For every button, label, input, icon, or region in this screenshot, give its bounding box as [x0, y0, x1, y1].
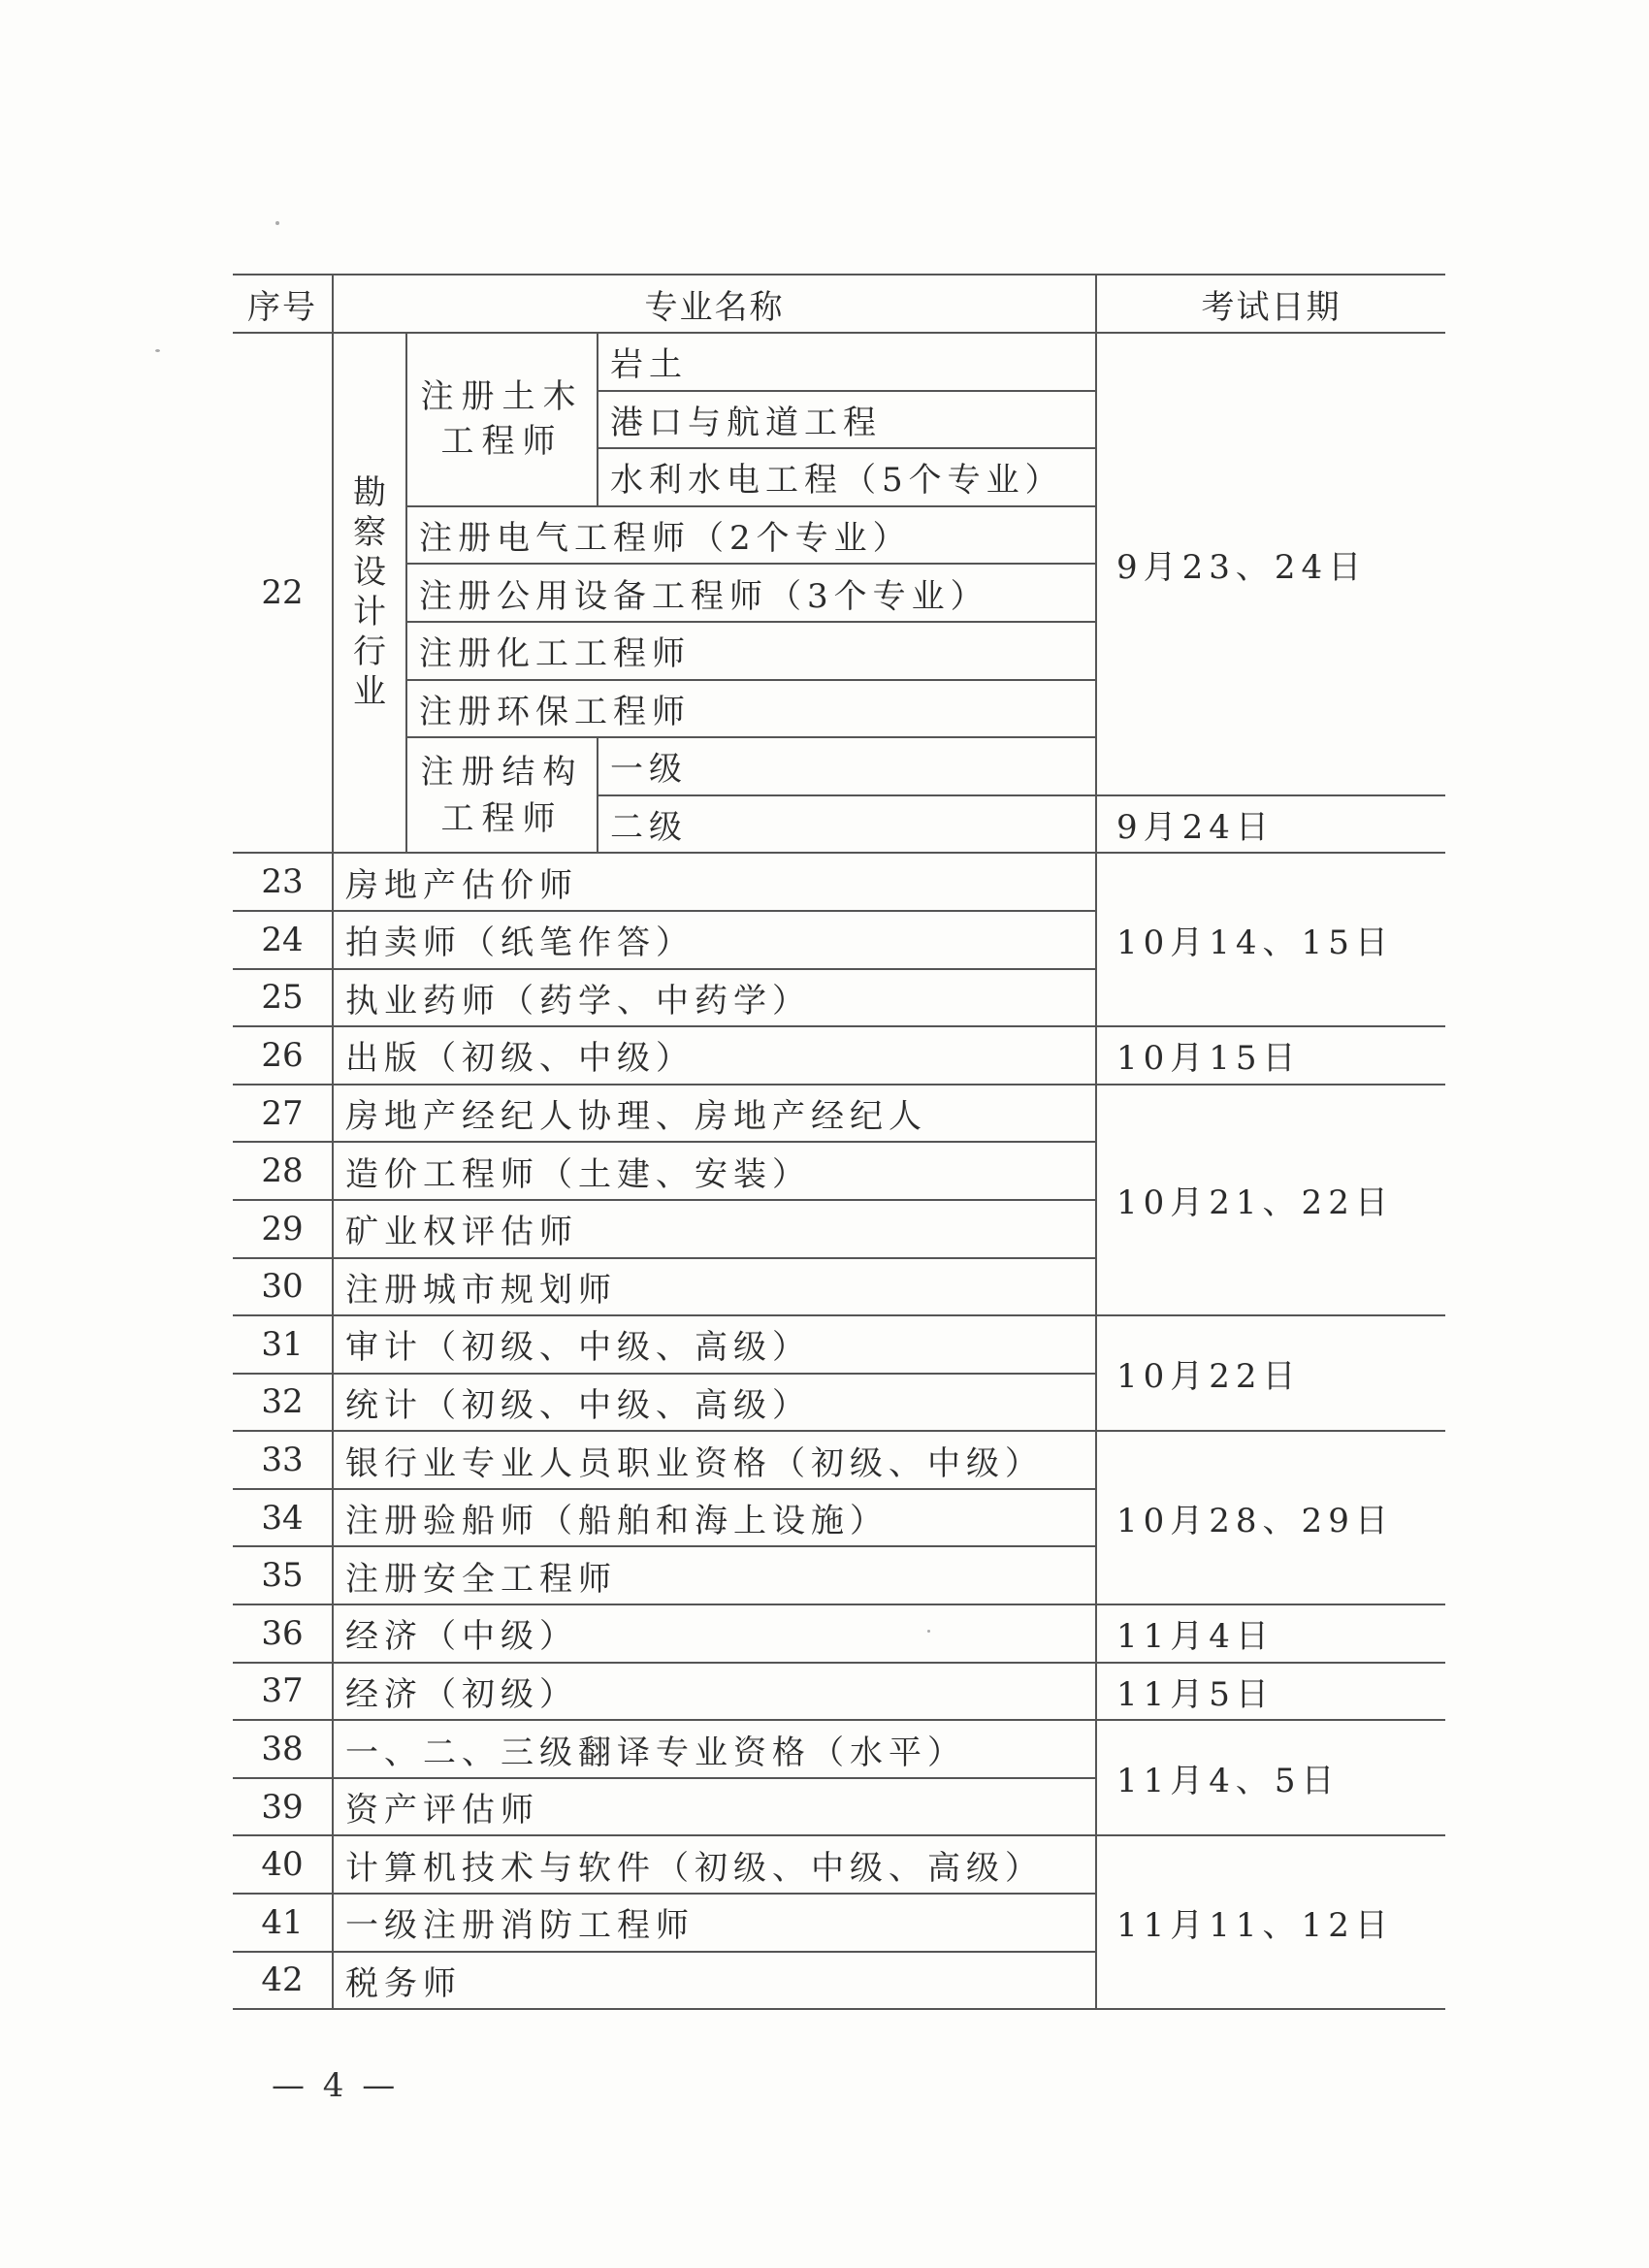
table-row: [233, 1604, 1445, 1663]
exam-date: 11月4、5日: [1096, 1720, 1445, 1835]
row-no: 38: [233, 1720, 333, 1778]
row-no: 40: [233, 1835, 333, 1894]
profession-name: 审计（初级、中级、高级）: [333, 1315, 1096, 1374]
row-no: 34: [233, 1489, 333, 1547]
profession-name: 注册公用设备工程师（3个专业）: [406, 564, 1096, 622]
civil-item: 水利水电工程（5个专业）: [598, 448, 1096, 506]
row-no: 41: [233, 1894, 333, 1952]
row-no: 24: [233, 911, 333, 969]
profession-name: 造价工程师（土建、安装）: [333, 1142, 1096, 1200]
page-number: — 4 —: [272, 2066, 400, 2105]
profession-name: 出版（初级、中级）: [333, 1026, 1096, 1085]
row-no: 39: [233, 1778, 333, 1836]
profession-name: 一级注册消防工程师: [333, 1894, 1096, 1952]
row-no: 26: [233, 1026, 333, 1085]
exam-date: 11月11、12日: [1096, 1835, 1445, 2009]
row-no: 36: [233, 1604, 333, 1663]
table-row: [233, 1315, 1445, 1374]
row-no: 27: [233, 1085, 333, 1143]
profession-name: 资产评估师: [333, 1778, 1096, 1836]
profession-name: 计算机技术与软件（初级、中级、高级）: [333, 1835, 1096, 1894]
row-no: 28: [233, 1142, 333, 1200]
structural-engineer-cell: 注册结构工程师: [406, 737, 598, 853]
row-no: 35: [233, 1546, 333, 1604]
row-no: 30: [233, 1258, 333, 1316]
exam-date: 10月15日: [1096, 1026, 1445, 1085]
table-row: [233, 1431, 1445, 1489]
table-row: [233, 1720, 1445, 1778]
profession-name: 注册电气工程师（2个专业）: [406, 506, 1096, 565]
row-no: 42: [233, 1952, 333, 2010]
exam-date: 10月14、15日: [1096, 853, 1445, 1026]
profession-name: 经济（初级）: [333, 1663, 1096, 1721]
scan-speck: [155, 349, 160, 352]
header-date: 考试日期: [1096, 275, 1445, 333]
exam-date: 9月23、24日: [1096, 333, 1445, 795]
scan-speck: [927, 1630, 930, 1633]
table-row: [233, 1085, 1445, 1143]
row-no: 33: [233, 1431, 333, 1489]
row-no: 31: [233, 1315, 333, 1374]
profession-name: 经济（中级）: [333, 1604, 1096, 1663]
profession-name: 税务师: [333, 1952, 1096, 2010]
scan-speck: [275, 221, 279, 225]
profession-name: 矿业权评估师: [333, 1200, 1096, 1258]
profession-name: 注册化工工程师: [406, 622, 1096, 680]
row-no: 32: [233, 1374, 333, 1432]
profession-name: 银行业专业人员职业资格（初级、中级）: [333, 1431, 1096, 1489]
profession-name: 拍卖师（纸笔作答）: [333, 911, 1096, 969]
civil-item: 岩土: [598, 333, 1096, 391]
header-row: [233, 275, 1445, 333]
category-label: 勘察设计行业: [353, 473, 386, 712]
row-no: 29: [233, 1200, 333, 1258]
civil-item: 港口与航道工程: [598, 391, 1096, 449]
exam-date: 9月24日: [1096, 795, 1445, 854]
structural-item: 二级: [598, 795, 1096, 854]
row-no: 22: [233, 333, 333, 853]
exam-date: 10月21、22日: [1096, 1085, 1445, 1315]
row-no: 23: [233, 853, 333, 911]
header-name: 专业名称: [333, 275, 1096, 333]
row-no: 25: [233, 969, 333, 1027]
profession-name: 注册验船师（船舶和海上设施）: [333, 1489, 1096, 1547]
civil-engineer-cell: 注册土木工程师: [406, 333, 598, 506]
exam-schedule-table: [233, 274, 1445, 2010]
profession-name: 执业药师（药学、中药学）: [333, 969, 1096, 1027]
table-row: [233, 1663, 1445, 1721]
exam-date: 10月28、29日: [1096, 1431, 1445, 1604]
table-row: [233, 1026, 1445, 1085]
table-row: [233, 1835, 1445, 1894]
exam-date: 11月5日: [1096, 1663, 1445, 1721]
profession-name: 注册安全工程师: [333, 1546, 1096, 1604]
exam-date: 10月22日: [1096, 1315, 1445, 1431]
profession-name: 注册城市规划师: [333, 1258, 1096, 1316]
profession-name: 房地产经纪人协理、房地产经纪人: [333, 1085, 1096, 1143]
profession-name: 注册环保工程师: [406, 680, 1096, 738]
row-no: 37: [233, 1663, 333, 1721]
table-row: [233, 853, 1445, 911]
profession-name: 一、二、三级翻译专业资格（水平）: [333, 1720, 1096, 1778]
structural-item: 一级: [598, 737, 1096, 795]
table-row: [233, 333, 1445, 391]
exam-date: 11月4日: [1096, 1604, 1445, 1663]
header-no: 序号: [233, 275, 333, 333]
profession-name: 统计（初级、中级、高级）: [333, 1374, 1096, 1432]
category-cell: [333, 333, 406, 853]
profession-name: 房地产估价师: [333, 853, 1096, 911]
